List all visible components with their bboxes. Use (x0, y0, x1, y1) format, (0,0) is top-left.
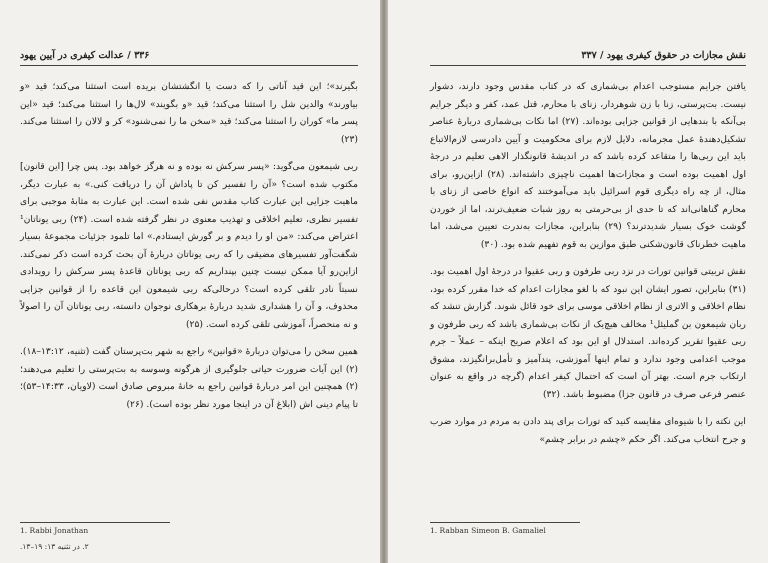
footnote-rule (430, 522, 580, 523)
left-paragraph-3: همین سخن را می‌توان دربارهٔ «قوانین» راجع به شهر بت‌پرستان گفت (تثنیه، ۱۳:۱۲–۱۸). (۲) این آیات ضرورت حیاتی جلوگیری از هرگونه وسوسه به بت‌پرستی را تعلیم می‌دهند؛ (۲) همچنین این امر دربارهٔ قوانین راجع به خانهٔ مبروص صادق است (لاویان، ۱۴:۳۳–۵۳)؛ تا پیام دینی اش (ابلاغ آن در اینجا مورد نظر بوده است). (۲۶) (20, 346, 358, 410)
left-page (0, 0, 380, 563)
left-footnote-fa: ۲. در تثنیه ۱۳: ۱۹–۱۳. (20, 542, 89, 551)
footnote-rule (20, 522, 170, 523)
right-page (388, 0, 768, 563)
left-paragraph-2: ربی شیمعون می‌گوید: «پسر سرکش نه بوده و نه هرگز خواهد بود. پس چرا [این قانون] مکتوب شده است؟ «آن را تفسیر کن تا پاداش آن را دریافت کنی.» به عبارت دیگر، ماهیت جزایی این عبارت کتاب مقدس نفی شده است. این عبارت به مثابهٔ موجبی برای تفسیر نظری، تعلیم اخلاقی و تهذیب معنوی در نظر گرفته شده است. (۲۴) ربی یوناتان¹ اعتراض می‌کند: «من او را دیدم و بر گورش ایستادم.» اما تلمود جزئیات مجموعهٔ بسیار شگفت‌آور تفسیرهای مضیقی را که ربی یوناتان دربارهٔ آن بحث کرده است ذکر نمی‌کند. ازاین‌رو آیا ممکن نیست چنین بپنداریم که ربی یوناتان قاعدهٔ پسر سرکش را رویدادی نسبتاً نادر تلقی کرده است؟ درحالی‌که ربی شیمعون این قاعده را از قوانین جزایی محذوف، و آن را هشداری شدید دربارهٔ برهکاری نوجوان دانسته، ربی یوناتان آن را اصولاً و نه منحصراً، آموزشی تلقی کرده است. (۲۵) (20, 161, 358, 330)
book-gutter (380, 0, 388, 563)
left-footnote (20, 522, 350, 535)
right-page-body (430, 78, 746, 448)
right-paragraph-2: نقش تربیتی قوانین تورات در نزد ربی طرفون و ربی عقیوا در درجهٔ اول اهمیت بود. (۳۱) بنابراین، تصور ایشان این نبود که با لغو مجازات اعدام که خدا مقرر کرده بود، نظام اخلاقی و الاتری از نظام اخلاقی موسی برای خود قائل شوند. گزارش تنشد که ربان شیمعون بن گملیئل¹ مخالف هیچ‌یک از نکات بی‌شماری باشد که ربی طرفون و ربی عقیوا تقریر کرده‌اند. استدلال او این بود که اعلام صریح اینکه – عملاً – جرم موجب اعدامی وجود ندارد و تمام اینها آموزشی، پندآمیز و تأمل‌برانگیزند، مشوق ارتکاب جرم است. بهتر آن است که احتمال کیفر اعدام (گرچه در واقع به عنوان عنصر فرعی صرف در قانون جزا) مضبوط باشد. (۳۲) (430, 266, 746, 400)
left-page-body (20, 78, 358, 413)
left-page-header: ۳۳۶ / عدالت کیفری در آیین یهود (20, 50, 358, 66)
left-footnote-en: 1. Rabbi Jonathan (20, 526, 89, 535)
left-paragraph-1: بگیرند»؛ این قید آناتی را که دست یا انگشتشان بریده است استثنا می‌کند؛ قید «و بیاورند» والدین شل را استثنا می‌کند؛ قید «و بگویند» لال‌ها را استثنا می‌کند؛ قید «این پسر ما» کوران را استثنا می‌کند؛ قید «سخن ما را نمی‌شنود» کر و لالان را استثنا می‌کند. (۲۳) (20, 81, 358, 145)
right-page-header: نقش مجازات در حقوق کیفری یهود / ۳۳۷ (430, 50, 746, 66)
right-paragraph-3: این نکته را با شیوه‌ای مقایسه کنید که تورات برای پند دادن به مردم در موارد ضرب و جرح انتخاب می‌کند. اگر حکم «چشم در برابر چشم» (430, 416, 746, 445)
right-footnote-en: 1. Rabban Simeon B. Gamaliel (430, 526, 546, 535)
right-paragraph-1: یافتن جرایم مستوجب اعدام بی‌شماری که در کتاب مقدس وجود دارند، دشوار نیست. بت‌پرستی، زنا با زن شوهردار، زنای با محارم، قتل عمد، کفر و دیگر جرایم بی‌آنکه با بندهایی از قوانین جزایی بوده‌اند. (۲۷) اما نکات بی‌شماری دربارهٔ عناصر تشکیل‌دهندهٔ عمل مجرمانه، دلایل لازم برای محکومیت و آیین دادرسی لازم‌الاتباع باید این ربی‌ها را متقاعد کرده باشد که در اندیشهٔ قانونگذار الاهی تعلیم در درجهٔ اول اهمیت بوده است و مجازات‌ها اهمیت ناچیزی داشته‌اند. (۲۸) ازاین‌رو، برای مثال، از چه راه دیگری قوم اسرائیل باید می‌آموختند که انواع خاصی از زنای با محارم گناهانی‌اند که تا حدی از بی‌حرمتی به روز شبات ضعیف‌ترند، اما از خوردن گوشت خوک بسیار شدیدترند؟ (۲۹) بنابراین، مجازات به‌ندرت تعیین می‌شد، اما ماهیت خطرناک قانون‌شکنی طبق موازین به قوم تفهیم شده بود. (۳۰) (430, 81, 746, 250)
right-footnote (430, 522, 740, 535)
